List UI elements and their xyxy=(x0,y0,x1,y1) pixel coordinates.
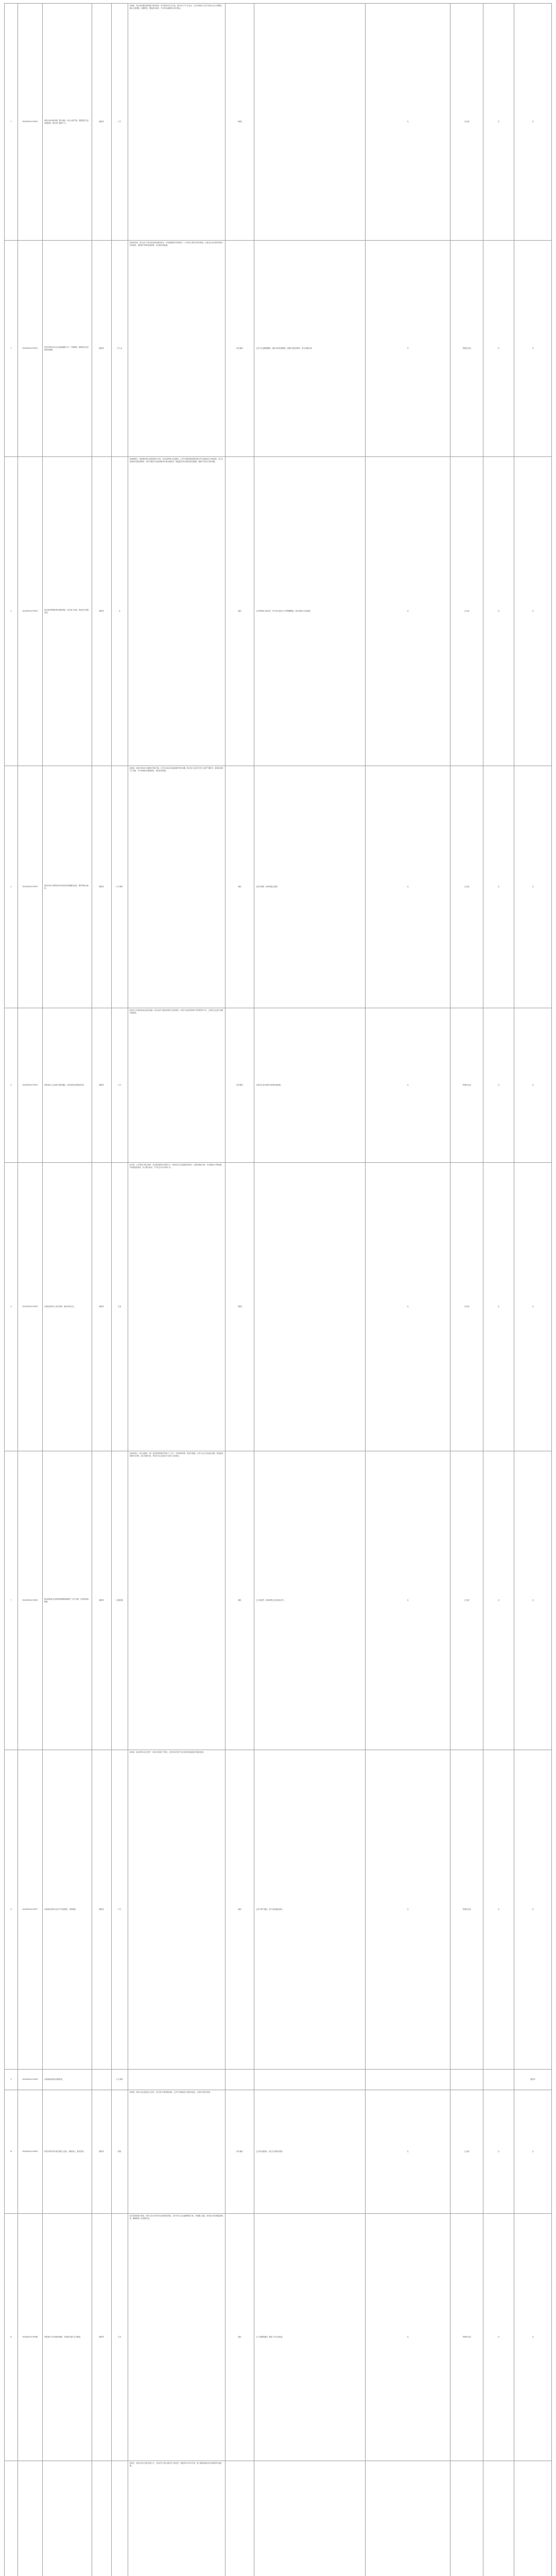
verification-result xyxy=(225,766,254,1008)
case-code-text: D2LN2021112 90078 xyxy=(22,2078,38,2081)
investigation-detail xyxy=(128,457,226,766)
row-number xyxy=(5,2214,18,2461)
case-summary xyxy=(43,2214,92,2461)
row-number xyxy=(5,1750,18,2069)
closure-status-text: 否 xyxy=(498,1306,500,1308)
accountability xyxy=(366,1750,451,2069)
pollution-type-text: 大气,噪声 xyxy=(116,2078,123,2081)
publicity-status xyxy=(514,1163,551,1451)
handling-result-text: 已完成垃圾清运，建立长效保洁机制。 xyxy=(256,2150,284,2153)
investigation-detail xyxy=(128,2090,226,2213)
case-summary-text: 举报某化工企业废气排放超标，周边居民经常闻到异味。 xyxy=(44,1084,85,1087)
closure-status xyxy=(483,1750,514,2069)
handling-result xyxy=(254,2461,366,2576)
table-row xyxy=(5,2214,551,2461)
pollution-type-text: 大气 xyxy=(117,121,121,123)
admin-area xyxy=(92,766,112,1008)
closure-status-text: 否 xyxy=(498,121,500,123)
case-code xyxy=(18,766,43,1008)
handling-result xyxy=(254,1008,366,1162)
closure-status-text: 否 xyxy=(498,886,500,888)
pollution-type xyxy=(112,1750,128,2069)
pollution-type xyxy=(112,766,128,1008)
admin-area xyxy=(92,1163,112,1451)
case-code xyxy=(18,2070,43,2090)
publicity-status-text: 否 xyxy=(532,1908,534,1911)
table-row xyxy=(5,2070,551,2090)
rectification-status-text: 阶段性完成 xyxy=(462,1908,471,1911)
pollution-type xyxy=(112,4,128,240)
case-summary xyxy=(43,1750,92,2069)
case-summary xyxy=(43,2090,92,2213)
rectification-status-text: 阶段性完成 xyxy=(462,347,471,350)
accountability xyxy=(366,766,451,1008)
handling-result-text: 已责令企业限期整改，落实各项环保措施，加强日常监管频次，防止问题反弹。 xyxy=(256,347,314,350)
pollution-type-text: 大气 xyxy=(117,1084,121,1087)
verification-result xyxy=(225,241,254,456)
publicity-status xyxy=(514,2070,551,2090)
closure-status-text: 否 xyxy=(498,2336,500,2338)
row-number xyxy=(5,4,18,240)
case-code-text: D2LN2021112 90075 xyxy=(22,1306,38,1308)
handling-result xyxy=(254,457,366,766)
row-number-text: 11 xyxy=(10,2336,12,2338)
row-number-text: 9 xyxy=(10,2078,12,2081)
investigation-detail-text: 经现场核实，该企业确有一般工业固体废物临时堆放于厂区外，未采取防扬散、防流失措施。已责令企业立即清运处置，规范建设固废贮存场所，建立管理台账，并依法对企业违法行为进行立案查处。 xyxy=(129,1452,223,1457)
closure-status xyxy=(483,1451,514,1750)
row-number xyxy=(5,1451,18,1750)
admin-area xyxy=(92,2090,112,2213)
rectification-status xyxy=(450,4,483,240)
case-summary-text: 居民反映小区附近砂石料场未经审批擅自经营，噪声和扬尘扰民。 xyxy=(44,884,89,889)
handling-result-text: 已依法取缔，现场设备已拆除。 xyxy=(256,886,279,888)
investigation-detail-text: 经现场检查，该企业生产废水经处理后循环使用，未发现偷排外环境现象；厂区异味主要来自原料堆放，已要求企业对原料库进行封闭改造，加装废气收集处理设施，并定期开展监测。 xyxy=(129,242,223,246)
case-summary-text: 举报某矿山开采破坏植被，未按要求进行生态修复。 xyxy=(44,2336,82,2338)
row-number-text: 5 xyxy=(10,1084,12,1087)
row-number xyxy=(5,1163,18,1451)
pollution-type-text: 大气 xyxy=(117,1908,121,1911)
rectification-status xyxy=(450,1451,483,1750)
investigation-detail-text: 经核查，该砂石料场未办理相关审批手续，存在作业扬尘和夜间噪声扰民问题。相关部门已依法对其下达停产通知书，督促其拆除生产设备，并对场地进行覆盖绿化，恢复原有地貌。 xyxy=(129,767,223,772)
investigation-detail-text: 经水利、公安等部门联合调查，未发现近期非法采砂行为，现场存在以往遗留的采砂坑，已制定修复方案，对河道进行平整治理，并加强巡查管控，设立警示标识，严厉打击非法采砂行为。 xyxy=(129,1164,223,1168)
accountability-text: 无 xyxy=(407,347,409,350)
publicity-status-text: 否 xyxy=(532,121,534,123)
case-summary-text: 村民反映村边有企业夜间偷排污水，气味刺鼻，影响周边农田和居民健康。 xyxy=(44,346,89,351)
accountability xyxy=(366,2070,451,2090)
table-row xyxy=(5,4,551,241)
publicity-status xyxy=(514,1008,551,1162)
row-number-text: 6 xyxy=(10,1306,12,1308)
handling-result xyxy=(254,1163,366,1451)
pollution-type xyxy=(112,2070,128,2090)
case-summary xyxy=(43,457,92,766)
case-code xyxy=(18,1008,43,1162)
handling-result xyxy=(254,766,366,1008)
closure-status xyxy=(483,2214,514,2461)
closure-status xyxy=(483,1163,514,1451)
verification-result xyxy=(225,1750,254,2069)
verification-result xyxy=(225,457,254,766)
rectification-status xyxy=(450,241,483,456)
investigation-detail xyxy=(128,2070,226,2090)
handling-result xyxy=(254,2070,366,2090)
handling-result-text: 已对养殖场立案处罚，责令停止违法行为并限期整改，相关河段已完成清理。 xyxy=(256,610,312,613)
publicity-status xyxy=(514,766,551,1008)
case-code-text: D2LN2021112 90070 xyxy=(22,121,38,123)
closure-status xyxy=(483,1008,514,1162)
admin-area-text: 朝阳市 xyxy=(99,1599,104,1602)
investigation-detail xyxy=(128,1750,226,2069)
verification-result-text: 部分属实 xyxy=(236,2150,244,2153)
table-row xyxy=(5,1451,551,1750)
row-number xyxy=(5,2461,18,2576)
closure-status-text: 否 xyxy=(498,610,500,613)
investigation-detail-text: 经调查核实，该养殖场粪污处理设施不完善，存在雨季粪污外溢情况。已责令养殖场配套建设粪污贮存池和雨污分流设施，对已污染河段开展清淤整治，同时对辖区内其他养殖场开展全面排查，督促落实粪污资源化利用措施，确保不再发生类似问题。 xyxy=(129,458,223,463)
publicity-status xyxy=(514,2090,551,2213)
admin-area-text: 朝阳市 xyxy=(99,121,104,123)
handling-result xyxy=(254,1451,366,1750)
closure-status xyxy=(483,2070,514,2090)
verification-result xyxy=(225,1163,254,1451)
case-summary xyxy=(43,766,92,1008)
investigation-detail xyxy=(128,4,226,240)
publicity-status-text: 否 xyxy=(532,2336,534,2338)
closure-status xyxy=(483,4,514,240)
accountability xyxy=(366,457,451,766)
verification-result-text: 属实 xyxy=(238,2336,241,2338)
pollution-type xyxy=(112,241,128,456)
case-code-text: D2LN2021112 90072 xyxy=(22,610,38,613)
case-summary-text: 群众举报某企业固体废物随意倾倒在厂区外空地，未采取防渗措施。 xyxy=(44,1598,89,1603)
rectification-status-text: 已完成 xyxy=(464,886,470,888)
verification-result-text: 不属实 xyxy=(237,121,242,123)
pollution-type-text: 固废 xyxy=(117,2150,121,2153)
publicity-status-text: 否 xyxy=(532,610,534,613)
rectification-status xyxy=(450,2214,483,2461)
admin-area xyxy=(92,1451,112,1750)
publicity-status xyxy=(514,1750,551,2069)
accountability xyxy=(366,1451,451,1750)
rectification-status-text: 阶段性完成 xyxy=(462,2336,471,2338)
publicity-status-text: 否 xyxy=(532,886,534,888)
closure-status xyxy=(483,241,514,456)
accountability-text: 无 xyxy=(407,121,409,123)
row-number-text: 10 xyxy=(10,2150,12,2153)
accountability-text: 无 xyxy=(407,886,409,888)
case-summary xyxy=(43,2461,92,2576)
handling-result xyxy=(254,2214,366,2461)
case-code-text: D2LN2021112 90077 xyxy=(22,1908,38,1911)
row-number-text: 3 xyxy=(10,610,12,613)
verification-result-text: 属实 xyxy=(238,1599,241,1602)
closure-status xyxy=(483,2461,514,2576)
rectification-status xyxy=(450,457,483,766)
row-number xyxy=(5,2070,18,2090)
admin-area xyxy=(92,2461,112,2576)
admin-area-text: 朝阳市 xyxy=(99,1084,104,1087)
table-row xyxy=(5,2090,551,2214)
accountability xyxy=(366,1163,451,1451)
case-code xyxy=(18,2090,43,2213)
rectification-status-text: 已完成 xyxy=(464,1599,470,1602)
verification-result xyxy=(225,2461,254,2576)
investigation-detail-text: 经执法人员现场检查及委托监测，该企业废气排放浓度符合标准要求，但部分无组织排放环节收集效率不足，已要求企业进行设施升级改造。 xyxy=(129,1009,223,1014)
handling-result-text: 已立案处罚，固体废物已全部清运完毕。 xyxy=(256,1599,286,1602)
pollution-type-text: 大气,噪声 xyxy=(116,886,123,888)
pollution-type xyxy=(112,1163,128,1451)
investigation-detail xyxy=(128,1451,226,1750)
admin-area xyxy=(92,2214,112,2461)
admin-area-text: 朝阳市 xyxy=(99,347,104,350)
investigation-detail xyxy=(128,1008,226,1162)
accountability xyxy=(366,241,451,456)
verification-result xyxy=(225,1451,254,1750)
case-code-text: D2LN2021112 90073 xyxy=(22,886,38,888)
case-summary-text: 村民反映村内垃圾长期无人清运，堆积成山，散发恶臭。 xyxy=(44,2150,85,2153)
accountability-text: 无 xyxy=(407,1908,409,1911)
publicity-status xyxy=(514,241,551,456)
publicity-status-text: 否 xyxy=(532,1599,534,1602)
handling-result-text: 已责令停产整治，复产前须通过验收。 xyxy=(256,1908,284,1911)
case-code-text: D2LN2021112 90079 xyxy=(22,2150,38,2153)
investigation-detail xyxy=(128,1163,226,1451)
case-summary xyxy=(43,2070,92,2090)
admin-area xyxy=(92,4,112,240)
verification-result-text: 部分属实 xyxy=(236,1084,244,1087)
admin-area-text: 朝阳市 xyxy=(99,1306,104,1308)
table-row xyxy=(5,2461,551,2576)
verification-result xyxy=(225,2090,254,2213)
row-number-text: 8 xyxy=(10,1908,12,1911)
admin-area-text: 朝阳市 xyxy=(99,2336,104,2338)
verification-result-text: 属实 xyxy=(238,886,241,888)
publicity-status-text: 否 xyxy=(532,1306,534,1308)
publicity-status-text: 否 xyxy=(532,2150,534,2153)
verification-result xyxy=(225,4,254,240)
rectification-status-text: 未完成 xyxy=(464,1306,470,1308)
pollution-type-text: 大气,水 xyxy=(116,347,123,350)
case-code-text: D2LN2021112 90076 xyxy=(22,1599,38,1602)
verification-result xyxy=(225,2070,254,2090)
pollution-type xyxy=(112,2214,128,2461)
pollution-type-text: 土壤,固废 xyxy=(116,1599,123,1602)
case-summary xyxy=(43,1451,92,1750)
admin-area-text: 朝阳市 xyxy=(99,886,104,888)
accountability-text: 无 xyxy=(407,2336,409,2338)
rectification-status xyxy=(450,2090,483,2213)
closure-status xyxy=(483,457,514,766)
table-row xyxy=(5,1008,551,1163)
publicity-status-text: 否 xyxy=(532,1084,534,1087)
rectification-status xyxy=(450,1750,483,2069)
publicity-status-text: 否 xyxy=(532,347,534,350)
row-number-text: 4 xyxy=(10,886,12,888)
row-number xyxy=(5,766,18,1008)
accountability-text: 无 xyxy=(407,2150,409,2153)
verification-result xyxy=(225,1008,254,1162)
admin-area-text: 朝阳市 xyxy=(99,610,104,613)
rectification-status xyxy=(450,2461,483,2576)
verification-result xyxy=(225,2214,254,2461)
pollution-type-text: 生态 xyxy=(117,1306,121,1308)
case-code-text: D2LN2021112 90080 xyxy=(22,2336,38,2338)
investigation-detail-text: 经自然资源部门核查，该矿山存在开采后未及时修复问题，已责令矿山企业编制修复方案，开展覆土复绿，相关部门将加强监督检查，确保修复工作按期完成。 xyxy=(129,2215,223,2219)
verification-result-text: 不属实 xyxy=(237,1306,242,1308)
rectification-status-text: 阶段性完成 xyxy=(462,1084,471,1087)
table-row xyxy=(5,766,551,1008)
table-row xyxy=(5,1750,551,2070)
case-code xyxy=(18,4,43,240)
case-code xyxy=(18,1750,43,2069)
table-row xyxy=(5,457,551,766)
rectification-status xyxy=(450,1008,483,1162)
case-summary-text: 举报人称本地有煤厂露天堆放，扬尘污染严重，周围居民生活受到影响，相关部门监管不力。 xyxy=(44,119,89,124)
table-row xyxy=(5,241,551,457)
verification-result-text: 部分属实 xyxy=(236,347,244,350)
closure-status-text: 否 xyxy=(498,2150,500,2153)
admin-area-text: 朝阳市 xyxy=(99,2150,104,2153)
admin-area xyxy=(92,1008,112,1162)
case-summary xyxy=(43,241,92,456)
publicity-status-text: 重复件 xyxy=(530,2078,535,2081)
handling-result-text: 已要求企业完善废气收集处理设施。 xyxy=(256,1084,283,1087)
accountability xyxy=(366,1008,451,1162)
closure-status-text: 否 xyxy=(498,1599,500,1602)
accountability-text: 无 xyxy=(407,1306,409,1308)
publicity-status xyxy=(514,1451,551,1750)
admin-area xyxy=(92,241,112,456)
rectification-status-text: 已完成 xyxy=(464,2150,470,2153)
rectification-status xyxy=(450,766,483,1008)
investigation-detail-text: 经检查，该沥青拌合站已停产，现场未发现生产迹象，已要求其在复产前完成环保设施改造并通过验收。 xyxy=(129,1751,205,1753)
case-summary-text: 反映某地烧烤店油烟扰民。 xyxy=(44,2078,64,2081)
case-code xyxy=(18,457,43,766)
admin-area-text: 朝阳市 xyxy=(99,1908,104,1911)
rectification-status xyxy=(450,1163,483,1451)
row-number xyxy=(5,2090,18,2213)
case-summary-text: 反映某沥青拌合站生产时冒黑烟，气味难闻。 xyxy=(44,1908,77,1911)
admin-area xyxy=(92,2070,112,2090)
row-number xyxy=(5,457,18,766)
closure-status-text: 否 xyxy=(498,1908,500,1911)
closure-status-text: 否 xyxy=(498,347,500,350)
accountability xyxy=(366,2090,451,2213)
investigation-detail-text: 经调查，该区域内确有煤场露天堆放现象，部分煤场未完全苫盖，遇大风天气产生扬尘。生态环境部门已责令相关企业立即整改，落实苫盖措施，设置围挡，增加洒水频次，并对周边道路进行清扫保洁。 xyxy=(129,5,223,9)
verification-result-text: 属实 xyxy=(238,1908,241,1911)
case-code xyxy=(18,241,43,456)
closure-status xyxy=(483,766,514,1008)
case-code xyxy=(18,2214,43,2461)
accountability xyxy=(366,2461,451,2576)
accountability xyxy=(366,4,451,240)
verification-result-text: 属实 xyxy=(238,610,241,613)
publicity-status xyxy=(514,2214,551,2461)
row-number-text: 7 xyxy=(10,1599,12,1602)
pollution-type xyxy=(112,1451,128,1750)
accountability-text: 无 xyxy=(407,610,409,613)
case-summary-text: 某区域内养殖场粪污随意堆放，雨天流入河道，造成河水发黑发臭。 xyxy=(44,608,89,614)
admin-area xyxy=(92,1750,112,2069)
publicity-status xyxy=(514,457,551,766)
accountability-text: 无 xyxy=(407,1084,409,1087)
admin-area xyxy=(92,457,112,766)
pollution-type xyxy=(112,457,128,766)
row-number-text: 1 xyxy=(10,121,12,123)
closure-status xyxy=(483,2090,514,2213)
case-summary-text: 反映河道内有人非法采砂，破坏河床生态。 xyxy=(44,1306,76,1308)
publicity-status xyxy=(514,2461,551,2576)
pollution-type xyxy=(112,1008,128,1162)
publicity-status xyxy=(514,4,551,240)
case-summary xyxy=(43,1008,92,1162)
complaint-table xyxy=(4,3,552,2576)
row-number xyxy=(5,241,18,456)
case-code-text: D2LN2021112 90071 xyxy=(22,347,38,350)
table-row xyxy=(5,1163,551,1451)
handling-result xyxy=(254,2090,366,2213)
case-code xyxy=(18,1451,43,1750)
case-code xyxy=(18,2461,43,2576)
closure-status-text: 否 xyxy=(498,1084,500,1087)
pollution-type xyxy=(112,2090,128,2213)
handling-result xyxy=(254,4,366,240)
investigation-detail-text: 经核实，该项目存在未批先建行为，已依法责令停止建设并立案处罚，督促其补办环评手续，施工期间须落实扬尘和噪声防治措施。 xyxy=(129,2462,222,2467)
row-number-text: 2 xyxy=(10,347,12,350)
accountability-text: 无 xyxy=(407,1599,409,1602)
handling-result xyxy=(254,241,366,456)
handling-result xyxy=(254,1750,366,2069)
investigation-detail xyxy=(128,766,226,1008)
case-code-text: D2LN2021112 90074 xyxy=(22,1084,38,1087)
pollution-type xyxy=(112,2461,128,2576)
accountability xyxy=(366,2214,451,2461)
case-code xyxy=(18,1163,43,1451)
investigation-detail-text: 经调查，该村生活垃圾清运不及时，存在部分垃圾堆积现象。已责令乡镇政府立即组织清运，完善村庄保洁机制。 xyxy=(129,2091,212,2093)
pollution-type-text: 生态 xyxy=(117,2336,121,2338)
rectification-status-text: 未完成 xyxy=(464,121,470,123)
case-summary xyxy=(43,1163,92,1451)
investigation-detail xyxy=(128,2214,226,2461)
handling-result-text: 已下达整改通知，修复工作正在推进。 xyxy=(256,2336,284,2338)
investigation-detail xyxy=(128,2461,226,2576)
case-summary xyxy=(43,4,92,240)
row-number xyxy=(5,1008,18,1162)
rectification-status xyxy=(450,2070,483,2090)
investigation-detail xyxy=(128,241,226,456)
pollution-type-text: 水 xyxy=(118,610,120,613)
rectification-status-text: 已完成 xyxy=(464,610,470,613)
